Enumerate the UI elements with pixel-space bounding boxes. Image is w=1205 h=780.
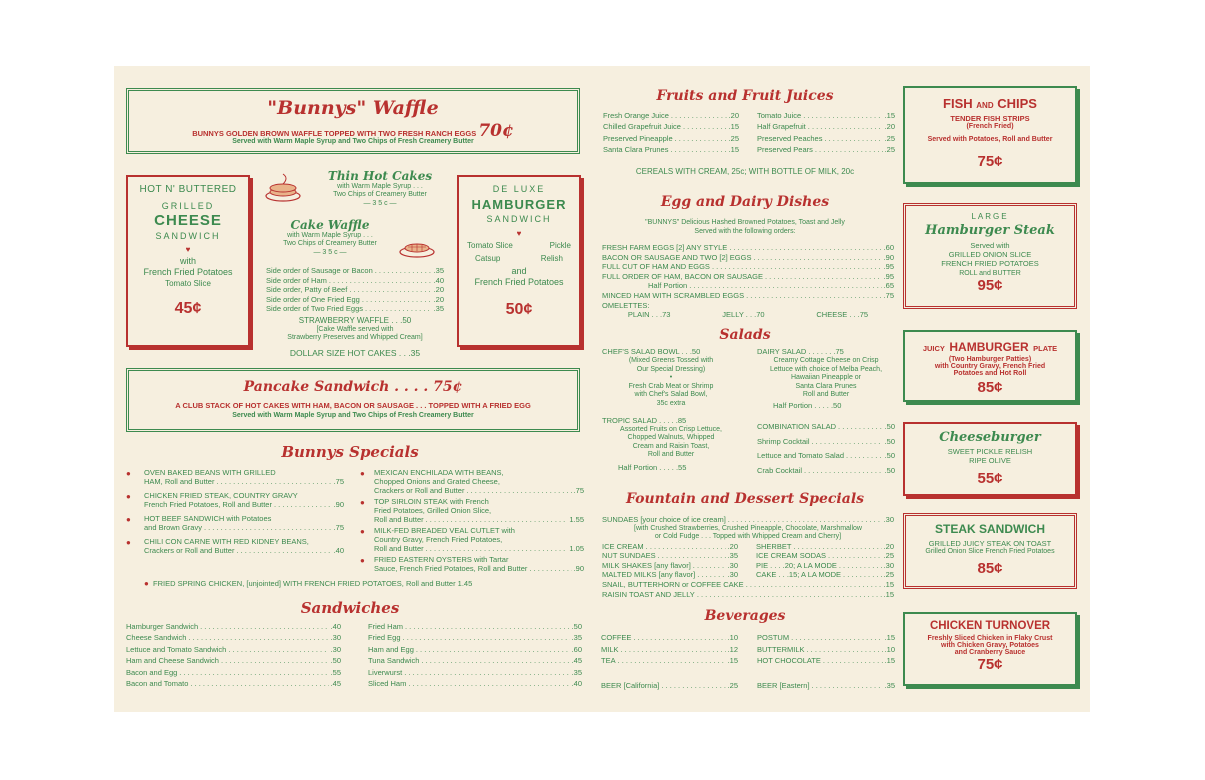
steak-price: 95¢ [977, 277, 1003, 294]
beverage-row: BEER [Eastern] . . . .35 [757, 681, 895, 691]
special-item: ● MEXICAN ENCHILADA WITH BEANS, Chopped Onions and Grated Cheese, Crackers or Roll and Butter . . . .75 [358, 468, 584, 497]
sandwich-row: Cheese Sandwich . . . .30 [126, 632, 341, 643]
hb-catsup: Catsup [475, 254, 501, 263]
cheese-line7: Tomato Slice [165, 279, 211, 288]
egg-row: FULL CUT OF HAM AND EGGS . . . .95 [602, 262, 894, 272]
fruit-row: Preserved Peaches . . . .25 [757, 133, 895, 144]
pancake-banner [126, 368, 580, 432]
waffle-title: "Bunnys" Waffle [267, 97, 439, 119]
fish-d1: TENDER FISH STRIPS [950, 114, 1030, 123]
eggs-sub1: "BUNNYS" Delicious Hashed Browned Potatoes, Toast and Jelly [645, 219, 845, 226]
cheese-price: 45¢ [174, 300, 202, 317]
waffle-sub: Served with Warm Maple Syrup and Two Chips of Fresh Creamery Butter [232, 138, 474, 145]
side-orders [266, 266, 444, 314]
hotcakes-sub2: Two Chips of Creamery Butter [333, 191, 427, 198]
hb-price: 50¢ [505, 301, 533, 318]
sandwiches-left [126, 621, 341, 689]
plate-price: 85¢ [977, 379, 1003, 396]
fountain-row: ICE CREAM . . . .20 [602, 542, 738, 552]
fountain-row: SHERBET . . . .20 [756, 542, 894, 552]
omelettes-label: OMELETTES: [602, 300, 650, 310]
beverage-row: BUTTERMILK . . . .10 [757, 644, 895, 656]
fruit-row: Preserved Pears . . . .25 [757, 144, 895, 155]
specials-title: Bunnys Specials [281, 443, 419, 461]
side-row: Side order, Patty of Beef . . . .20 [266, 285, 444, 295]
cheese-line4: SANDWICH [155, 231, 221, 241]
waffle-banner [126, 88, 580, 154]
steak-d3: FRENCH FRIED POTATOES [941, 259, 1039, 268]
beverage-row: COFFEE . . . .10 [601, 632, 738, 644]
salad-row: Crab Cocktail . . . .50 [757, 464, 895, 479]
fruits-title: Fruits and Fruit Juices [656, 88, 834, 104]
sandwich-row: Sliced Ham . . . .40 [368, 678, 582, 689]
side-row: Side order of Sausage or Bacon . . . .35 [266, 266, 444, 276]
special-item: ● HOT BEEF SANDWICH with Potatoes and Brown Gravy . . . .75 [122, 514, 344, 537]
hotcakes-sub1: with Warm Maple Syrup . . . [337, 183, 423, 190]
chicken-turnover-box [903, 612, 1077, 686]
plate-d3: Potatoes and Hot Roll [953, 370, 1027, 377]
hb-pickle: Pickle [549, 241, 571, 250]
omelette-cheese: CHEESE . . .75 [816, 310, 869, 320]
beverage-row: TEA . . . .15 [601, 655, 738, 667]
steak-sandwich-title: STEAK SANDWICH [935, 522, 1045, 536]
fish-d3: Served with Potatoes, Roll and Butter [927, 136, 1053, 143]
fountain-row: MILK SHAKES [any flavor] . . . .30 [602, 561, 738, 571]
sandwich-row: Liverwurst . . . .35 [368, 667, 582, 678]
beverage-row: BEER [California] . . . .25 [601, 681, 738, 691]
plate-t3: PLATE [1033, 344, 1058, 353]
steak-d2: GRILLED ONION SLICE [948, 250, 1032, 259]
fish-t2: AND [976, 101, 994, 110]
fruit-row: Preserved Pineapple . . . .25 [603, 133, 739, 144]
egg-row: FRESH FARM EGGS [2] ANY STYLE . . . .60 [602, 243, 894, 253]
hotcakes-price: — 3 5 c — [363, 200, 397, 207]
cheeseburger-d2: RIPE OLIVE [969, 456, 1011, 465]
cake-waffle-sub2: Two Chips of Creamery Butter [283, 240, 377, 247]
fruits-left [603, 110, 739, 155]
sandwich-row: Ham and Egg . . . .60 [368, 644, 582, 655]
hb-fries: French Fried Potatoes [474, 277, 564, 287]
egg-row: FULL ORDER OF HAM, BACON OR SAUSAGE . . . .95 [602, 272, 894, 282]
tropic-half: Half Portion . . . . .55 [618, 462, 687, 472]
sandwich-row: Tuna Sandwich . . . .45 [368, 655, 582, 666]
waffle-desc: BUNNYS GOLDEN BROWN WAFFLE TOPPED WITH TWO FRESH RANCH EGGS [192, 129, 477, 138]
fountain-title: Fountain and Dessert Specials [625, 491, 865, 507]
dairy-half: Half Portion . . . . .50 [773, 400, 842, 410]
hb-relish: Relish [540, 254, 563, 263]
steak-l1: LARGE [971, 212, 1009, 221]
fish-t1: FISH [943, 96, 973, 111]
grilled-cheese-box [126, 175, 250, 347]
cake-waffle-sub1: with Warm Maple Syrup . . . [287, 232, 373, 239]
sundaes-sub1: [with Crushed Strawberries, Crushed Pineapple, Chocolate, Marshmallow [634, 524, 862, 532]
special-item: ● CHILI CON CARNE WITH RED KIDNEY BEANS, Crackers or Roll and Butter . . . .40 [122, 537, 344, 560]
beverages-right [757, 632, 895, 690]
special-item: ● OVEN BAKED BEANS WITH GRILLED HAM, Roll and Butter . . . .75 [122, 468, 344, 491]
beverage-row: POSTUM . . . .15 [757, 632, 895, 644]
cheeseburger-box [903, 422, 1077, 496]
cheese-line6: French Fried Potatoes [143, 267, 233, 277]
side-row: Side order of Two Fried Eggs . . . .35 [266, 304, 444, 314]
turnover-price: 75¢ [977, 656, 1003, 673]
heart-icon: ♥ [185, 245, 191, 254]
fountain-row: RAISIN TOAST AND JELLY . . . .15 [602, 590, 894, 600]
turnover-d3: and Cranberry Sauce [954, 649, 1026, 656]
pancake-stack-icon [264, 170, 302, 204]
fruits-right [757, 110, 895, 155]
turnover-d1: Freshly Sliced Chicken in Flaky Crust [927, 635, 1053, 642]
sandwich-row: Bacon and Tomato . . . .45 [126, 678, 341, 689]
specials-left [122, 468, 344, 560]
salad-row: COMBINATION SALAD . . . .50 [757, 420, 895, 435]
egg-items [602, 243, 894, 320]
beverage-row: HOT CHOCOLATE . . . .15 [757, 655, 895, 667]
turnover-d2: with Chicken Gravy, Potatoes [941, 642, 1039, 649]
cake-waffle-title: Cake Waffle [290, 218, 370, 232]
strawberry-waffle: STRAWBERRY WAFFLE . . .50 [298, 316, 412, 325]
steak-d1: Served with [970, 241, 1010, 250]
sandwich-row: Bacon and Egg . . . .55 [126, 667, 341, 678]
strawberry-sub1: [Cake Waffle served with [316, 326, 394, 333]
cheeseburger-d1: SWEET PICKLE RELISH [947, 447, 1033, 456]
sandwich-row: Fried Ham . . . .50 [368, 621, 582, 632]
sandwiches-title: Sandwiches [300, 599, 400, 617]
sandwich-row: Lettuce and Tomato Sandwich . . . .30 [126, 644, 341, 655]
salads-left: CHEF'S SALAD BOWL . . .50 (Mixed Greens Tossed with Our Special Dressing) • Fresh Crab Meat or Shrimp with Chef's Salad Bowl, 35c extra TROPIC SALAD . . . . .85 Assorted Fruits on Crisp Lettuce, Chopped Walnuts, Whipped Cream and Raisin Toast, Roll and Butter Half Portion . . . . .55 [602, 347, 740, 473]
hb-line3: SANDWICH [486, 214, 552, 224]
fruit-row: Chilled Grapefruit Juice . . . .15 [603, 121, 739, 132]
beverages-title: Beverages [704, 608, 786, 624]
fish-chips-box [903, 86, 1077, 184]
salads-right: DAIRY SALAD . . . . . . .75 Creamy Cottage Cheese on Crisp Lettuce with choice of Melba Peach, Hawaiian Pineapple or Santa Clara Prunes Roll and Butter Half Portion . . . . .50 [757, 347, 895, 411]
steak-d4: ROLL and BUTTER [959, 270, 1021, 277]
turnover-title: CHICKEN TURNOVER [929, 620, 1051, 632]
egg-row: Half Portion . . . .65 [602, 281, 894, 291]
fountain-row: CAKE . . .15; A LA MODE . . . .25 [756, 570, 894, 580]
fountain-row: NUT SUNDAES . . . .35 [602, 551, 738, 561]
special-item: ● MILK-FED BREADED VEAL CUTLET with Country Gravy, French Fried Potatoes, Roll and Butter . . . 1.05 [358, 526, 584, 555]
cake-waffle-price: — 3 5 c — [313, 249, 347, 256]
cheese-line1: HOT N' BUTTERED [139, 184, 237, 195]
fish-t3: CHIPS [997, 96, 1037, 111]
steak-sandwich-box [903, 513, 1077, 589]
cheeseburger-price: 55¢ [977, 470, 1003, 487]
fried-chicken-line: ● FRIED SPRING CHICKEN, [unjointed] WITH FRENCH FRIED POTATOES, Roll and Butter 1.45 [144, 579, 473, 588]
beverage-row: MILK . . . .12 [601, 644, 738, 656]
sandwich-row: Ham and Cheese Sandwich . . . .50 [126, 655, 341, 666]
cheese-line2: GRILLED [161, 201, 215, 211]
chef-salad: CHEF'S SALAD BOWL . . .50 [602, 347, 701, 356]
steak-title: Hamburger Steak [925, 223, 1055, 238]
fruit-row: Santa Clara Prunes . . . .15 [603, 144, 739, 155]
hamburger-plate-box [903, 330, 1077, 402]
hb-and: and [511, 266, 527, 276]
pancake-title: Pancake Sandwich . . . . 75¢ [243, 379, 463, 395]
side-row: Side order of Ham . . . .40 [266, 276, 444, 286]
fountain-row: ICE CREAM SODAS . . . .25 [756, 551, 894, 561]
waffle-price: 70¢ [478, 121, 514, 141]
sandwiches-right [368, 621, 582, 689]
omelette-jelly: JELLY . . .70 [722, 310, 765, 320]
steak-sandwich-price: 85¢ [977, 560, 1003, 577]
cheeseburger-title: Cheeseburger [939, 430, 1041, 445]
fountain-section [602, 515, 894, 599]
eggs-title: Egg and Dairy Dishes [660, 194, 830, 210]
steak-sandwich-d2: Grilled Onion Slice French Fried Potatoes [925, 548, 1055, 555]
hb-line1: DE LUXE [492, 184, 546, 194]
plate-d1: (Two Hamburger Patties) [948, 356, 1032, 363]
cheese-line5: with [179, 256, 196, 266]
dollar-hotcakes: DOLLAR SIZE HOT CAKES . . .35 [289, 348, 421, 358]
egg-row: MINCED HAM WITH SCRAMBLED EGGS . . . .75 [602, 291, 894, 301]
fish-d2: (French Fried) [966, 123, 1014, 130]
omelette-plain: PLAIN . . .73 [627, 310, 671, 320]
menu-page [114, 66, 1090, 712]
beverages-left [601, 632, 738, 690]
hotcakes-title: Thin Hot Cakes [327, 169, 433, 183]
cheese-line3: CHEESE [154, 212, 222, 229]
fruit-row: Half Grapefruit . . . .20 [757, 121, 895, 132]
salads-right-list [757, 420, 895, 478]
waffle-plate-icon [398, 234, 436, 260]
sundaes-sub2: or Cold Fudge . . . Topped with Whipped Cream and Cherry] [654, 533, 842, 541]
special-item: ● FRIED EASTERN OYSTERS with Tartar Sauce, French Fried Potatoes, Roll and Butter . . . .90 [358, 555, 584, 577]
fountain-row: SNAIL, BUTTERHORN or COFFEE CAKE . . . .15 [602, 580, 894, 590]
specials-right [358, 468, 584, 577]
fruit-row: Tomato Juice . . . .15 [757, 110, 895, 121]
plate-d2: with Country Gravy, French Fried [934, 363, 1046, 370]
eggs-sub2: Served with the following orders: [694, 228, 796, 235]
special-item: ● CHICKEN FRIED STEAK, COUNTRY GRAVY French Fried Potatoes, Roll and Butter . . . .90 [122, 491, 344, 514]
fountain-row: PIE . . . .20; A LA MODE . . . .30 [756, 561, 894, 571]
cereals-line: CEREALS WITH CREAM, 25c; WITH BOTTLE OF MILK, 20c [635, 167, 855, 176]
tropic-salad: TROPIC SALAD . . . . .85 [602, 415, 687, 425]
heart-icon: ♥ [516, 229, 522, 238]
salads-title: Salads [719, 327, 771, 343]
fruit-row: Fresh Orange Juice . . . .20 [603, 110, 739, 121]
strawberry-sub2: Strawberry Preserves and Whipped Cream] [287, 334, 423, 341]
hb-tomato: Tomato Slice [467, 241, 513, 250]
salad-row: Lettuce and Tomato Salad . . . .50 [757, 449, 895, 464]
dairy-salad: DAIRY SALAD . . . . . . .75 [757, 347, 844, 356]
egg-row: BACON OR SAUSAGE AND TWO [2] EGGS . . . .90 [602, 253, 894, 263]
fish-price: 75¢ [977, 153, 1003, 170]
deluxe-hamburger-box [457, 175, 581, 347]
plate-t2: HAMBURGER [949, 340, 1029, 354]
special-item: ● TOP SIRLOIN STEAK with French Fried Potatoes, Grilled Onion Slice, Roll and Butter . . . 1.55 [358, 497, 584, 526]
salad-row: Shrimp Cocktail . . . .50 [757, 435, 895, 450]
sandwich-row: Hamburger Sandwich . . . .40 [126, 621, 341, 632]
hamburger-steak-box [903, 203, 1077, 309]
pancake-desc: A CLUB STACK OF HOT CAKES WITH HAM, BACON OR SAUSAGE . . . TOPPED WITH A FRIED EGG [175, 401, 531, 410]
hb-line2: HAMBURGER [471, 197, 567, 212]
plate-t1: JUICY [922, 344, 945, 353]
pancake-sub: Served with Warm Maple Syrup and Two Chips of Fresh Creamery Butter [232, 412, 474, 419]
sandwich-row: Fried Egg . . . .35 [368, 632, 582, 643]
fountain-row: MALTED MILKS [any flavor] . . . .30 [602, 570, 738, 580]
sundaes-row: SUNDAES [your choice of ice cream] . . . .30 [602, 515, 894, 525]
side-row: Side order of One Fried Egg . . . .20 [266, 295, 444, 305]
steak-sandwich-d1: GRILLED JUICY STEAK ON TOAST [928, 539, 1052, 548]
